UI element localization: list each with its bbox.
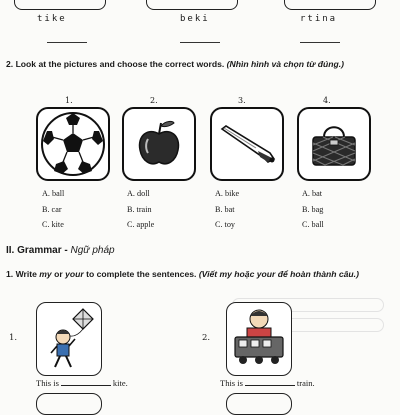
boy-with-kite-icon — [37, 303, 101, 375]
option-b[interactable]: B. car — [42, 204, 62, 214]
option-c[interactable]: C. ball — [302, 220, 324, 229]
exercise-number: 1. — [6, 269, 14, 279]
section-title-vi: Ngữ pháp — [70, 245, 115, 256]
sentence-2 — [220, 378, 315, 388]
options-item-2 — [127, 186, 154, 233]
next-picture-frame — [226, 393, 292, 415]
scrambled-word-1: tike — [37, 14, 67, 24]
options-item-4 — [302, 186, 324, 233]
option-c[interactable]: C. apple — [127, 220, 155, 229]
item-number-1: 1. — [9, 333, 18, 343]
option-a[interactable]: A. bike — [215, 189, 240, 198]
answer-blank[interactable] — [245, 385, 295, 386]
option-a[interactable]: A. ball — [42, 189, 65, 198]
exercise-2-heading — [6, 58, 396, 70]
sentence-end: train. — [296, 378, 315, 388]
picture-box-bat — [210, 107, 284, 181]
exercise-translation: (Viết my hoặc your để hoàn thành câu.) — [198, 269, 359, 279]
picture-box-apple — [122, 107, 196, 181]
picture-number-3: 3. — [238, 96, 246, 105]
options-item-1 — [42, 186, 64, 233]
exercise-translation: (Nhìn hình và chọn từ đúng.) — [226, 59, 344, 69]
picture-box-bag — [297, 107, 371, 181]
item-number-2: 2. — [202, 333, 211, 343]
option-a[interactable]: A. bat — [302, 189, 323, 198]
answer-line-1[interactable] — [47, 42, 87, 43]
scrambled-word-3: rtina — [300, 14, 338, 24]
instruction-part: Write — [15, 269, 40, 279]
answer-box-2 — [146, 0, 238, 10]
option-a[interactable]: A. doll — [127, 189, 150, 198]
option-c[interactable]: C. toy — [215, 220, 236, 229]
section-heading — [6, 245, 115, 256]
picture-frame-train — [226, 302, 292, 376]
handbag-icon — [299, 109, 369, 179]
sentence-start: This is — [36, 378, 59, 388]
answer-box-3 — [284, 0, 376, 10]
exercise-instruction: Look at the pictures and choose the correct words. — [15, 59, 225, 69]
sentence-1 — [36, 378, 128, 388]
scrambled-word-2: beki — [180, 14, 210, 24]
picture-number-2: 2. — [150, 96, 158, 105]
option-b[interactable]: B. train — [127, 204, 152, 214]
picture-number-1: 1. — [65, 96, 73, 105]
answer-line-3[interactable] — [300, 42, 340, 43]
instruction-my: my — [39, 269, 52, 279]
sentence-start: This is — [220, 378, 243, 388]
answer-blank[interactable] — [61, 385, 111, 386]
soccer-ball-icon — [38, 109, 108, 179]
sentence-end: kite. — [112, 378, 128, 388]
option-c[interactable]: C. kite — [42, 220, 64, 229]
exercise-number: 2. — [6, 59, 14, 69]
picture-box-ball — [36, 107, 110, 181]
instruction-part: to complete the sentences. — [83, 269, 197, 279]
answer-line-2[interactable] — [180, 42, 220, 43]
baseball-bat-icon — [212, 109, 282, 179]
exercise-1-heading — [6, 268, 396, 280]
next-picture-frame — [36, 393, 102, 415]
option-b[interactable]: B. bag — [302, 204, 324, 214]
answer-box-1 — [14, 0, 106, 10]
options-item-3 — [215, 186, 239, 233]
section-title: II. Grammar - — [6, 245, 71, 256]
option-b[interactable]: B. bat — [215, 204, 235, 214]
picture-frame-kite — [36, 302, 102, 376]
apple-icon — [124, 109, 194, 179]
boy-with-toy-train-icon — [227, 303, 291, 375]
picture-number-4: 4. — [323, 96, 331, 105]
instruction-your: your — [65, 269, 84, 279]
instruction-part: or — [51, 269, 66, 279]
